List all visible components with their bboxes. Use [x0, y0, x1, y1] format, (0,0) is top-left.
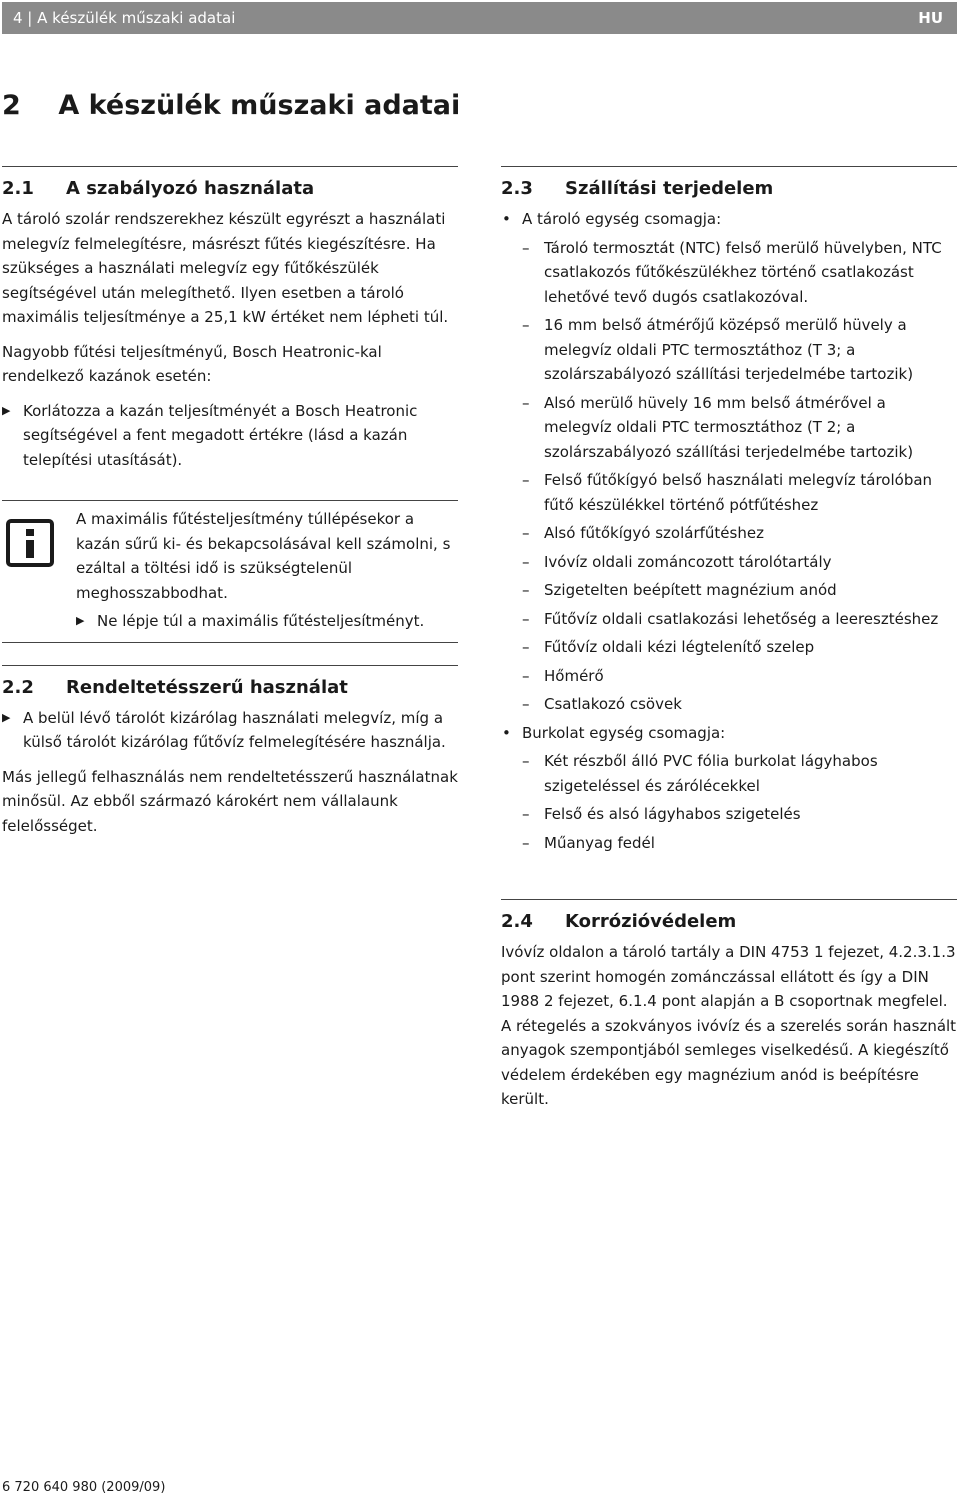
right-column: [501, 166, 957, 1112]
dash-icon: –: [522, 638, 530, 656]
instruction-step: [76, 609, 458, 634]
dash-icon: –: [522, 393, 530, 412]
info-icon: [6, 519, 54, 567]
instruction-list: [2, 706, 458, 755]
header-language: HU: [918, 9, 943, 27]
section-number: 2.1: [2, 178, 34, 199]
info-text: A maximális fűtésteljesítmény túllépésekor a kazán sűrű ki- és bekapcsolásával kell számolni, s ezáltal a töltési idő is szükségtelenül meghosszabbodhat.: [76, 510, 451, 602]
sub-list-text: Két részből álló PVC fólia burkolat lágyhabos szigeteléssel és zárólécekkel: [544, 752, 878, 795]
bullet-icon: •: [502, 210, 511, 228]
dash-icon: –: [522, 695, 530, 713]
sub-list-text: Felső fűtőkígyó belső használati melegvíz tárolóban fűtő készülékkel történő pótfűtéshez: [544, 471, 933, 514]
section-heading-2-3: [501, 167, 957, 201]
section-number: 2.4: [501, 911, 533, 932]
sub-list-item: [522, 550, 957, 575]
info-box: [2, 500, 458, 643]
instruction-list: [2, 399, 458, 473]
section-title: A szabályozó használata: [66, 178, 315, 199]
sub-list-text: Szigetelten beépített magnézium anód: [544, 581, 837, 599]
delivery-list: [501, 207, 957, 855]
paragraph: Nagyobb fűtési teljesítményű, Bosch Heatronic-kal rendelkező kazánok esetén:: [2, 342, 382, 385]
dash-icon: –: [522, 609, 530, 628]
sub-list-item: [522, 802, 957, 827]
sub-list-item: [522, 692, 957, 717]
section-heading-2-1: [2, 167, 458, 201]
dash-icon: –: [522, 752, 530, 770]
left-column: [2, 166, 458, 838]
dash-icon: –: [522, 833, 530, 852]
document-number: 6 720 640 980 (2009/09): [2, 1480, 166, 1495]
section-title: Korrózióvédelem: [565, 911, 737, 932]
list-item: [501, 721, 957, 856]
sub-list-text: Hőmérő: [544, 666, 604, 685]
sub-list-text: Műanyag fedél: [544, 833, 655, 852]
section-number: 2.3: [501, 178, 533, 199]
sub-list-item: [522, 578, 957, 603]
section-heading-2-2: [2, 666, 458, 700]
sub-list-item: [522, 664, 957, 689]
bullet-icon: •: [502, 723, 511, 742]
sub-list-item: [522, 607, 957, 632]
dash-icon: –: [522, 805, 530, 823]
arrow-icon: ▶: [2, 710, 11, 724]
arrow-icon: ▶: [76, 614, 85, 627]
page-header: [2, 2, 957, 34]
sub-list-text: Ivóvíz oldali zománcozott tárolótartály: [544, 552, 832, 571]
chapter-title: 2 A készülék műszaki adatai: [2, 90, 461, 121]
instruction-text: A belül lévő tárolót kizárólag használati melegvíz, míg a külső tárolót kizárólag fűtővíz felmelegítésére használja.: [23, 708, 446, 751]
sub-list-item: [522, 468, 957, 517]
sub-list: [522, 236, 957, 717]
dash-icon: –: [522, 552, 530, 571]
group-label: Burkolat egység csomagja:: [522, 723, 726, 742]
sub-list-item: [522, 521, 957, 546]
dash-icon: –: [522, 471, 530, 489]
dash-icon: –: [522, 666, 530, 685]
paragraph: Ivóvíz oldalon a tároló tartály a DIN 4753 1 fejezet, 4.2.3.1.3 pont szerint homogén zománczással ellátott és így a DIN 1988 2 fejezet, 6.1.4 pont alapján a B csoportnak megfelel. A rétegelés a szokványos ivóvíz és a szerelés során használt anyagok szempontjából semleges viselkedésű. A kiegészítő védelem érdekében egy magnézium anód is beépítésre került.: [501, 943, 957, 1108]
sub-list-item: [522, 391, 957, 465]
header-page-title: 4 | A készülék műszaki adatai: [13, 9, 236, 27]
section-title: Rendeltetésszerű használat: [66, 676, 348, 698]
instruction-text: Korlátozza a kazán teljesítményét a Bosch Heatronic segítségével a fent megadott értékre (lásd a kazán telepítési utasítását).: [23, 401, 418, 469]
section-title: Szállítási terjedelem: [565, 178, 774, 199]
sub-list-item: [522, 313, 957, 387]
paragraph: A tároló szolár rendszerekhez készült egyrészt a használati melegvíz felmelegítésre, másrészt fűtés kiegészítésre. Ha szükséges a használati melegvíz egy fűtőkészülék segítségével után melegíthető. Ilyen esetben a tároló maximális teljesítménye a 25,1 kW értéket nem lépheti túl.: [2, 210, 449, 326]
sub-list-text: Fűtővíz oldali csatlakozási lehetőség a leeresztéshez: [544, 609, 939, 628]
section-heading-2-4: [501, 900, 957, 934]
dash-icon: –: [522, 238, 530, 257]
dash-icon: –: [522, 316, 530, 334]
sub-list-text: Alsó merülő hüvely 16 mm belső átmérővel a melegvíz oldali PTC termosztáthoz (T 2; a szolárszabályozó szállítási terjedelmébe tartozik): [544, 393, 914, 461]
arrow-icon: ▶: [2, 403, 11, 417]
instruction-step: [2, 706, 458, 755]
sub-list-text: 16 mm belső átmérőjű középső merülő hüvely a melegvíz oldali PTC termosztáthoz (T 3; a szolárszabályozó szállítási terjedelmébe tartozik): [544, 316, 914, 383]
sub-list-text: Alsó fűtőkígyó szolárfűtéshez: [544, 524, 764, 542]
sub-list-text: Fűtővíz oldali kézi légtelenítő szelep: [544, 638, 815, 656]
paragraph: Más jellegű felhasználás nem rendeltetésszerű használatnak minősül. Az ebből származó károkért nem vállalaunk felelősséget.: [2, 767, 458, 835]
sub-list-item: [522, 749, 957, 798]
instruction-step: [2, 399, 458, 473]
instruction-list: [76, 609, 458, 634]
section-number: 2.2: [2, 676, 34, 698]
sub-list-text: Tároló termosztát (NTC) felső merülő hüvelyben, NTC csatlakozós fűtőkészülékhez történő csatlakozást lehetővé tevő dugós csatlakozóval.: [544, 238, 942, 306]
dash-icon: –: [522, 524, 530, 542]
dash-icon: –: [522, 581, 530, 599]
sub-list-item: [522, 831, 957, 856]
sub-list: [522, 749, 957, 855]
group-label: A tároló egység csomagja:: [522, 210, 722, 228]
sub-list-text: Csatlakozó csövek: [544, 695, 682, 713]
list-item: [501, 207, 957, 717]
sub-list-text: Felső és alsó lágyhabos szigetelés: [544, 805, 801, 823]
sub-list-item: [522, 236, 957, 310]
instruction-text: Ne lépje túl a maximális fűtésteljesítményt.: [97, 612, 425, 630]
sub-list-item: [522, 635, 957, 660]
